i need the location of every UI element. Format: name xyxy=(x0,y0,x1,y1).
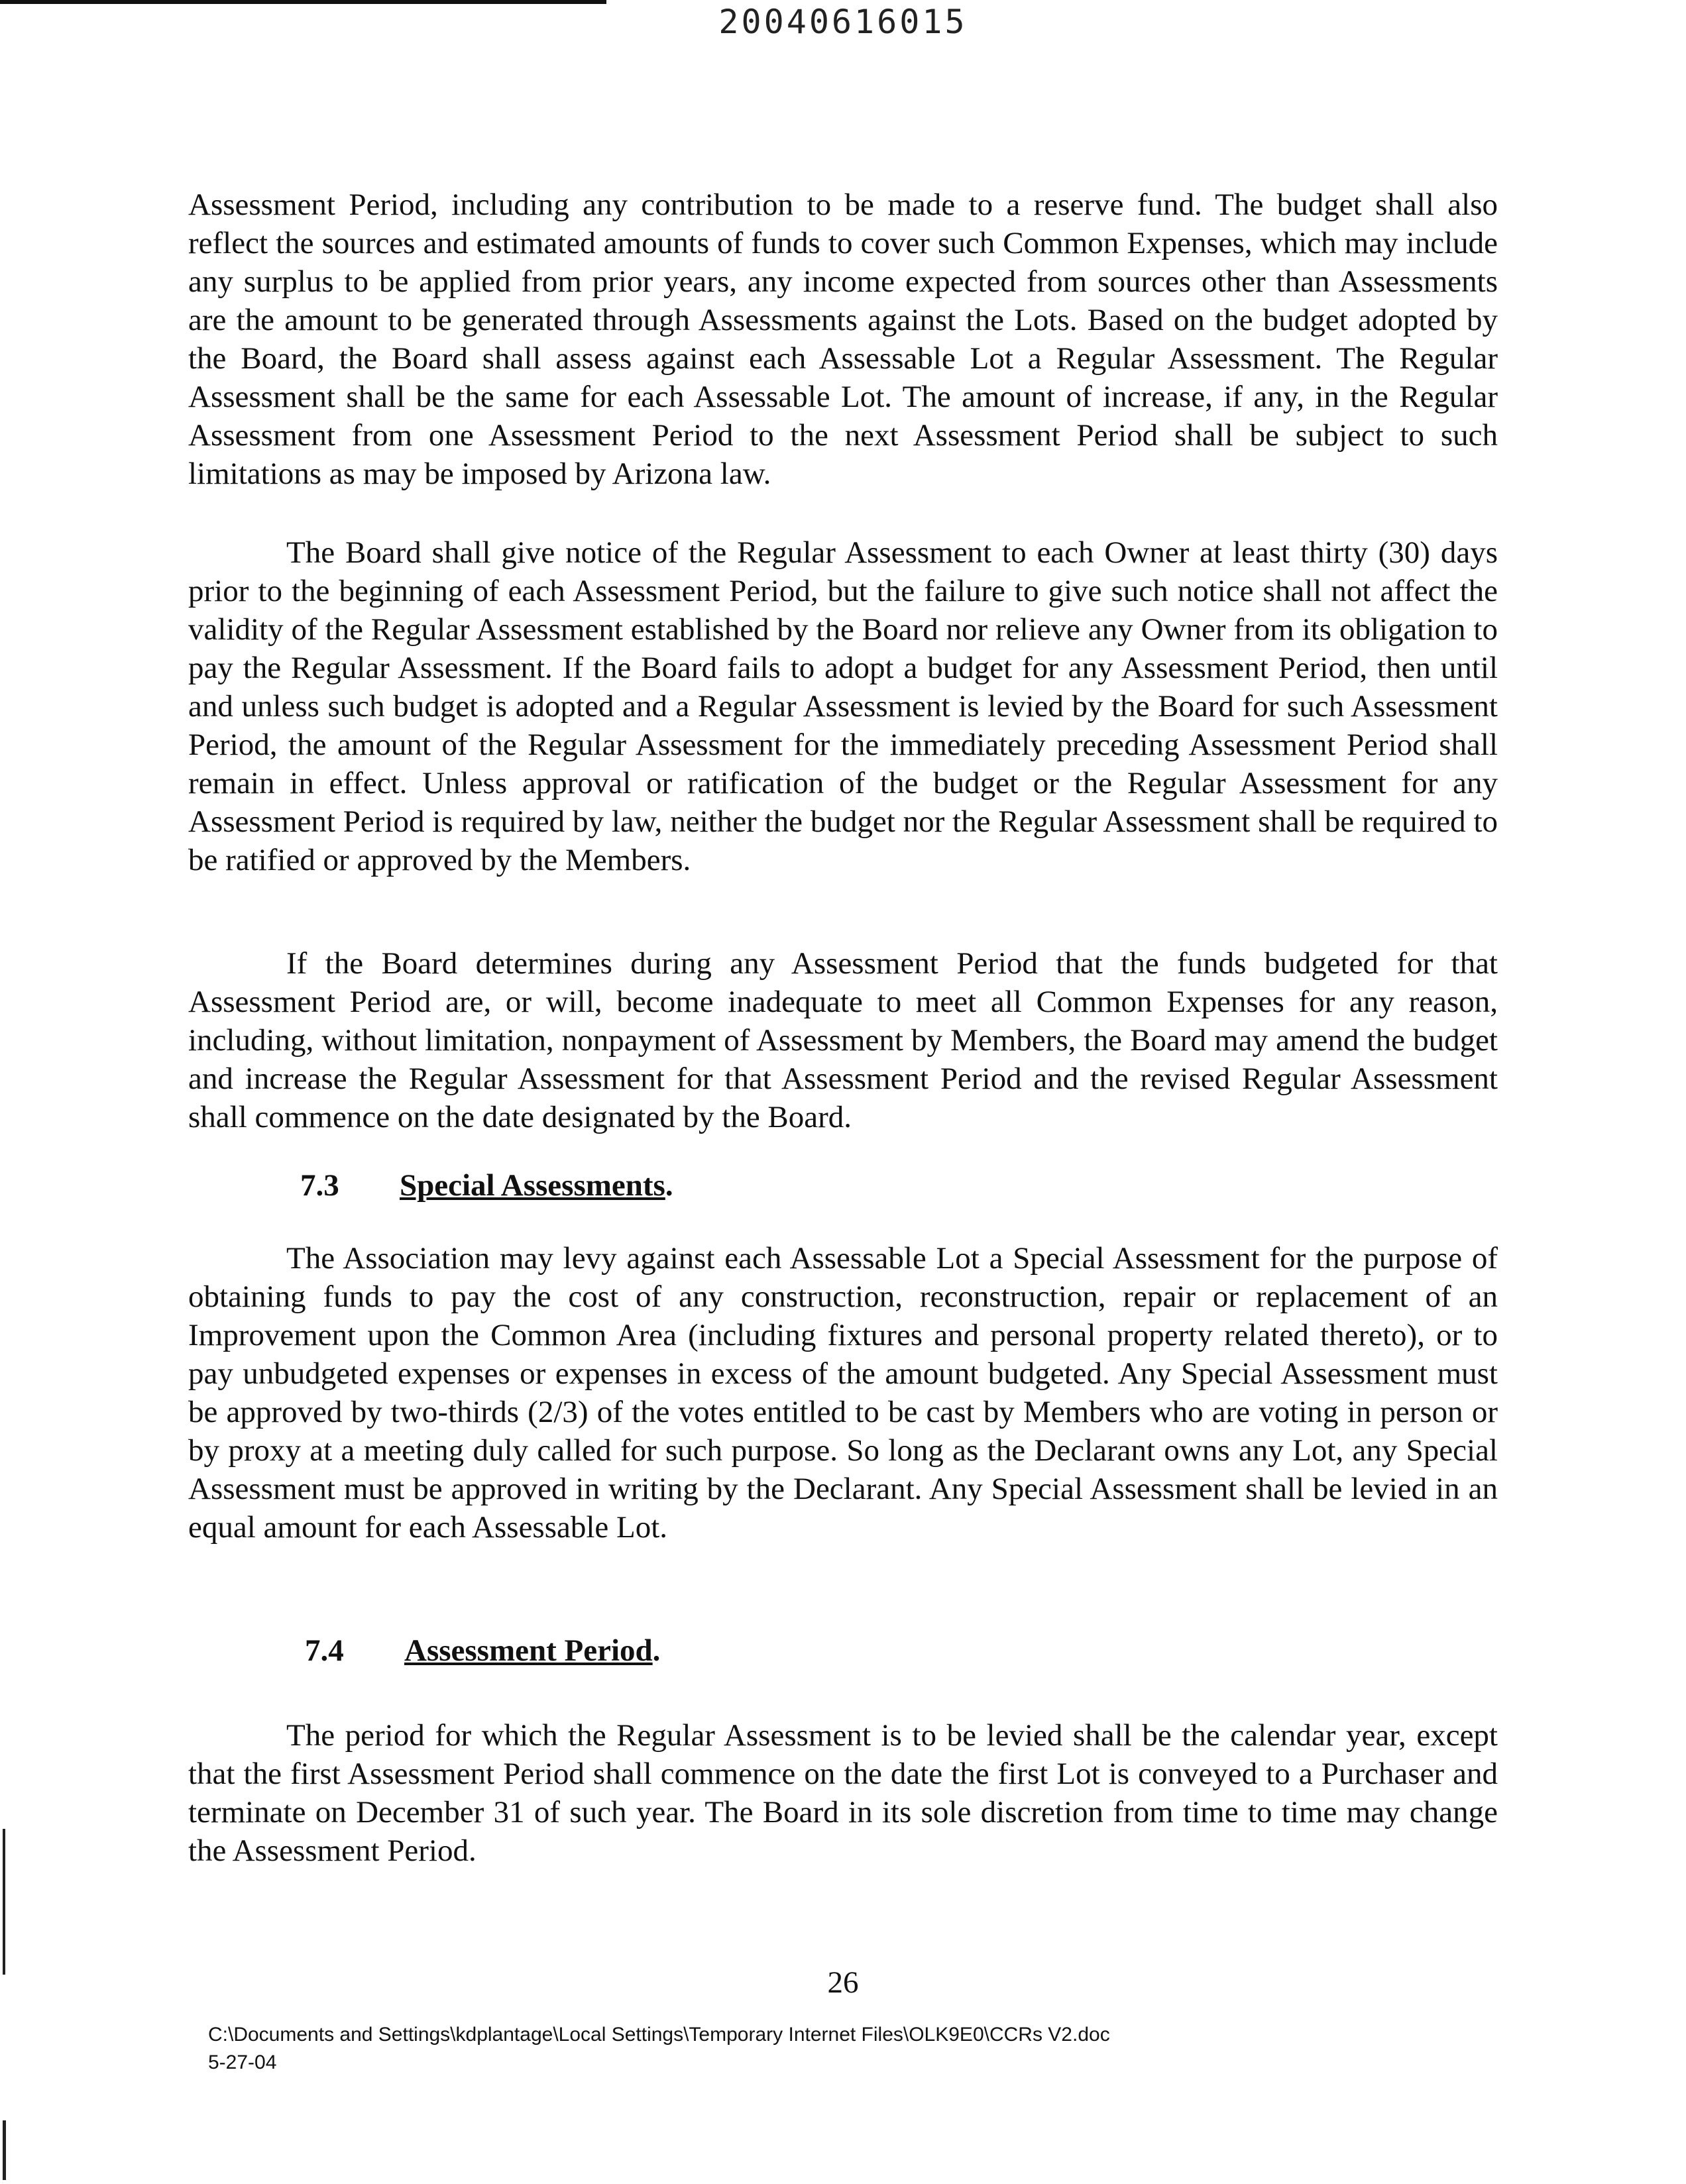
footer-file-path: C:\Documents and Settings\kdplantage\Local Settings\Temporary Internet Files\OLK9E0\CCRs V2.doc xyxy=(208,2024,1110,2046)
page-number: 26 xyxy=(827,1965,859,2000)
paragraph-assessment-budget: Assessment Period, including any contribution to be made to a reserve fund. The budget shall also reflect the sources and estimated amounts of funds to cover such Common Expenses, which may include any surplus to be applied from prior years, any income expected from sources other than Assessments are the amount to be generated through Assessments against the Lots. Based on the budget adopted by the Board, the Board shall assess against each Assessable Lot a Regular Assessment. The Regular Assessment shall be the same for each Assessable Lot. The amount of increase, if any, in the Regular Assessment from one Assessment Period to the next Assessment Period shall be subject to such limitations as may be imposed by Arizona law. xyxy=(188,188,1498,491)
paragraph-assessment-period: The period for which the Regular Assessment is to be levied shall be the calendar year, except that the first Assessment Period shall commence on the date the first Lot is conveyed to a Purchaser and terminate on December 31 of such year. The Board in its sole discretion from time to time may change the Assessment Period. xyxy=(188,1718,1498,1868)
section-title: Assessment Period xyxy=(404,1633,653,1668)
section-number: 7.3 xyxy=(300,1168,339,1203)
section-heading-7-3: 7.3 Special Assessments. xyxy=(300,1168,673,1203)
paragraph-budget-inadequate: If the Board determines during any Assessment Period that the funds budgeted for that Assessment Period are, or will, become inadequate to meet all Common Expenses for any reason, including, without limitation, nonpayment of Assessment by Members, the Board may amend the budget and increase the Regular Assessment for that Assessment Period and the revised Regular Assessment shall commence on the date designated by the Board. xyxy=(188,946,1498,1134)
document-number: 20040616015 xyxy=(718,3,968,41)
scan-edge-mark xyxy=(3,2120,6,2180)
body-block-7-4 xyxy=(188,1716,1498,1870)
body-block-1 xyxy=(188,186,1498,493)
paragraph-notice-of-assessment: The Board shall give notice of the Regular Assessment to each Owner at least thirty (30) days prior to the beginning of each Assessment Period, but the failure to give such notice shall not affect the validity of the Regular Assessment established by the Board nor relieve any Owner from its obligation to pay the Regular Assessment. If the Board fails to adopt a budget for any Assessment Period, then until and unless such budget is adopted and a Regular Assessment is levied by the Board for such Assessment Period, the amount of the Regular Assessment for the immediately preceding Assessment Period shall remain in effect. Unless approval or ratification of the budget or the Regular Assessment for any Assessment Period is required by law, neither the budget nor the Regular Assessment shall be required to be ratified or approved by the Members. xyxy=(188,535,1498,877)
footer-date: 5-27-04 xyxy=(208,2051,277,2073)
body-block-2 xyxy=(188,533,1498,879)
section-number: 7.4 xyxy=(305,1633,344,1668)
scan-edge-mark xyxy=(3,1829,5,1975)
section-title: Special Assessments xyxy=(400,1168,665,1203)
paragraph-special-assessments: The Association may levy against each Assessable Lot a Special Assessment for the purpose of obtaining funds to pay the cost of any construction, reconstruction, repair or replacement of an Improvement upon the Common Area (including fixtures and personal property related thereto), or to pay unbudgeted expenses or expenses in excess of the amount budgeted. Any Special Assessment must be approved by two-thirds (2/3) of the votes entitled to be cast by Members who are voting in person or by proxy at a meeting duly called for such purpose. So long as the Declarant owns any Lot, any Special Assessment must be approved in writing by the Declarant. Any Special Assessment shall be levied in an equal amount for each Assessable Lot. xyxy=(188,1241,1498,1545)
body-block-7-3 xyxy=(188,1239,1498,1547)
footer xyxy=(208,2021,1110,2077)
section-heading-7-4: 7.4 Assessment Period. xyxy=(305,1633,661,1668)
body-block-3 xyxy=(188,944,1498,1136)
